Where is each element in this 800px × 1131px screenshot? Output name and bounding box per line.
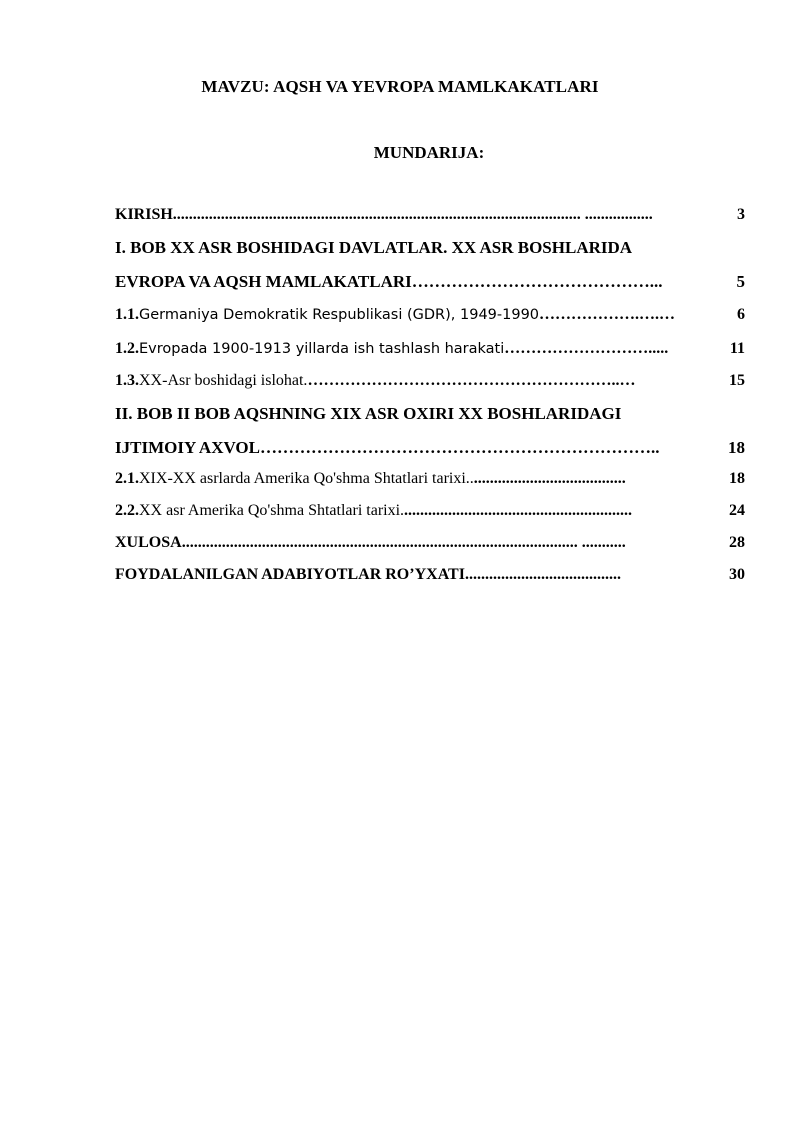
toc-page-number: 15 [729,372,745,389]
toc-dot-leader: ……………………………………... [411,272,663,291]
toc-entry-bob-2-line-2[interactable] [115,438,745,458]
toc-entry-label: Germaniya Demokratik Respublikasi (GDR), 1949-1990 [139,307,540,323]
toc-page-number: 18 [728,438,745,457]
toc-entry-number: 1.2. [115,340,139,357]
toc-entry-bob-1-line-1[interactable]: I. BOB XX ASR BOSHIDAGI DAVLATLAR. XX ASR BOSHLARIDA [115,238,633,257]
toc-dot-leader: ...................................... [473,470,626,487]
toc-page-number: 28 [729,534,745,551]
toc-entry-2-1[interactable] [115,470,745,488]
toc-entry-number: 1.1. [115,306,139,323]
toc-page-number: 30 [729,566,745,583]
toc-page-number: 11 [729,340,745,357]
toc-dot-leader: ...................................................................................................... ................. [172,206,653,223]
toc-page-number: 5 [736,272,745,291]
toc-page-number: 24 [729,502,745,519]
toc-entry-label: XULOSA [115,534,182,551]
toc-entry-label: XX asr Amerika Qo'shma Shtatlari tarixi. [139,502,405,519]
toc-dot-leader: ................................................................................................... ........... [181,534,626,551]
toc-entry-label: Evropada 1900-1913 yillarda ish tashlash harakati [139,341,505,357]
toc-entry-label: XIX-XX asrlarda Amerika Qo'shma Shtatlari tarixi.. [139,470,474,487]
toc-entry-1-1[interactable] [115,306,745,324]
toc-entry-label: FOYDALANILGAN ADABIYOTLAR RO’YXATI [115,566,465,583]
toc-entry-label: IJTIMOIY AXVOL [115,438,260,457]
toc-dot-leader: ....................................... [464,566,621,583]
toc-heading: MUNDARIJA: [373,143,485,162]
toc-entry-label: KIRISH [115,206,173,223]
toc-dot-leader: ......................................................... [404,502,633,519]
toc-entry-number: 1.3. [115,372,139,389]
toc-dot-leader: ……………….….… [539,306,676,323]
toc-entry-1-3[interactable] [115,372,745,390]
toc-page-number: 18 [729,470,745,487]
toc-page-number: 3 [737,206,745,223]
toc-entry-kirish[interactable] [115,206,745,224]
toc-entry-foydalanilgan-adabiyotlar[interactable] [115,566,745,584]
toc-page-number: 6 [737,306,745,323]
toc-entry-bob-2-line-1[interactable]: II. BOB II BOB AQSHNING XIX ASR OXIRI XX BOSHLARIDAGI [115,404,622,423]
toc-entry-label: EVROPA VA AQSH MAMLAKATLARI [115,272,412,291]
toc-entry-xulosa[interactable] [115,534,745,552]
toc-entry-number: 2.2. [115,502,139,519]
toc-entry-1-2[interactable] [115,340,745,358]
document-title: MAVZU: AQSH VA YEVROPA MAMLKAKATLARI [201,77,599,96]
toc-dot-leader: …………………………………………………..… [307,372,636,389]
toc-entry-number: 2.1. [115,470,139,487]
toc-entry-label: XX-Asr boshidagi islohat. [139,372,308,389]
toc-dot-leader: …………………………………………………………….. [259,438,660,457]
toc-dot-leader: ………………………..... [504,340,669,357]
toc-entry-2-2[interactable] [115,502,745,520]
toc-entry-bob-1-line-2[interactable] [115,272,745,292]
